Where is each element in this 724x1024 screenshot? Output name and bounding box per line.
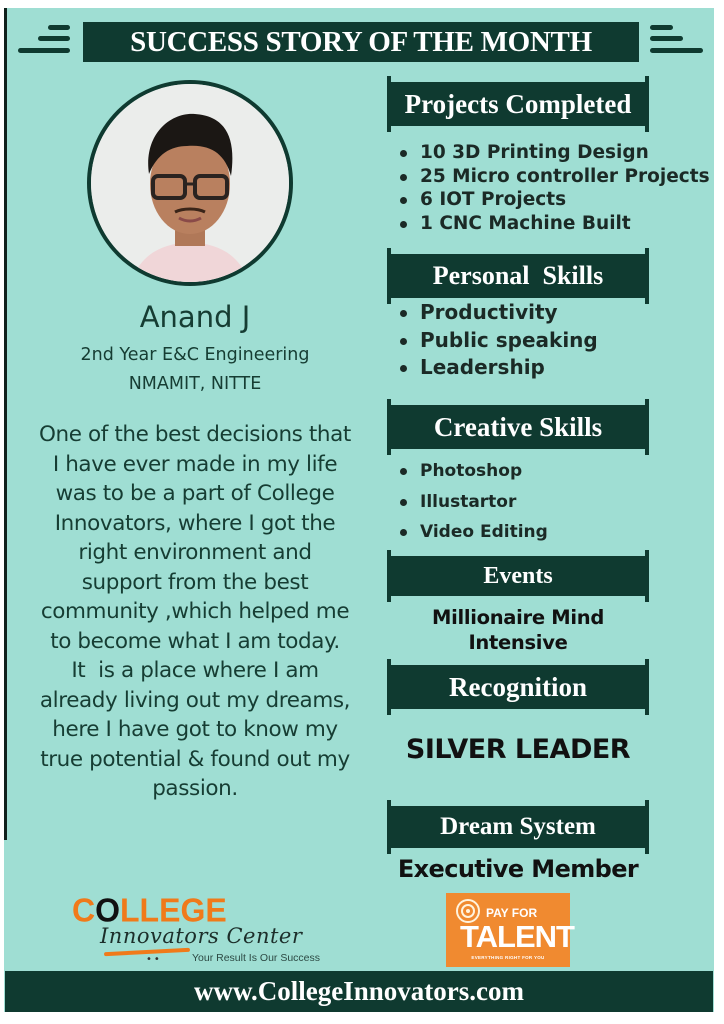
list-item: Video Editing <box>398 517 548 548</box>
list-item: 10 3D Printing Design <box>398 141 710 165</box>
list-item: 25 Micro controller Projects <box>398 165 710 189</box>
testimonial-line: here I have got to know my <box>52 717 338 742</box>
projects-list <box>398 141 710 235</box>
list-item: 6 IOT Projects <box>398 188 710 212</box>
testimonial-line: Innovators, where I got the <box>54 510 336 536</box>
testimonial-line: I have ever made in my life <box>52 451 338 477</box>
testimonial-line: community ,which helped me <box>40 599 350 624</box>
creative-skills-list <box>398 456 548 548</box>
list-item: Illustartor <box>398 487 548 518</box>
college-innovators-logo <box>68 892 338 968</box>
dots-icon: •• <box>146 954 162 965</box>
testimonial-line: to become what I am today. <box>50 628 340 654</box>
testimonial-line: already living out my dreams, <box>39 687 351 713</box>
left-border-line <box>4 8 7 840</box>
profile-name: Anand J <box>139 300 251 334</box>
pay-for-talent-logo <box>446 893 574 967</box>
bullet-icon <box>400 221 407 228</box>
testimonial-line: support from the best <box>81 569 309 595</box>
dream-system-value: Executive Member <box>397 855 639 883</box>
bullet-icon <box>400 150 407 157</box>
list-item: Public speaking <box>398 327 598 355</box>
testimonial-text <box>8 420 382 804</box>
event-name-line: Millionaire Mind <box>431 606 605 629</box>
pft-top-text: PAY FOR <box>486 906 538 920</box>
section-header-personal-skills: Personal Skills <box>388 254 648 298</box>
bullet-icon <box>400 499 407 506</box>
bullet-icon <box>400 338 407 345</box>
testimonial-line: One of the best decisions that <box>39 422 351 447</box>
bullet-icon <box>400 468 407 475</box>
bullet-icon <box>400 529 407 536</box>
bullet-icon <box>400 310 407 317</box>
testimonial-line: true potential & found out my <box>40 746 350 772</box>
section-header-dream-system: Dream System <box>388 806 648 848</box>
bullet-icon <box>400 197 407 204</box>
personal-skills-list <box>398 299 598 382</box>
pft-tagline: EVERYTHING RIGHT FOR YOU <box>471 955 545 960</box>
list-item: Photoshop <box>398 456 548 487</box>
recognition-value: SILVER LEADER <box>405 734 631 765</box>
section-header-creative-skills: Creative Skills <box>388 405 648 449</box>
pft-main-text: TALENT <box>460 919 574 954</box>
footer-website-link[interactable]: www.CollegeInnovators.com <box>5 971 713 1012</box>
profile-photo <box>87 80 293 286</box>
logo-wordmark: COLLEGE <box>72 891 227 929</box>
logo-tagline: Your Result Is Our Success <box>192 952 320 964</box>
events-value <box>388 605 648 655</box>
portrait-illustration <box>91 84 289 282</box>
section-header-projects: Projects Completed <box>388 82 648 126</box>
page-title: SUCCESS STORY OF THE MONTH <box>83 22 639 62</box>
section-header-recognition: Recognition <box>388 665 648 709</box>
section-header-events: Events <box>388 556 648 596</box>
testimonial-line: passion. <box>152 776 238 801</box>
event-name-line: Intensive <box>468 631 568 654</box>
testimonial-line: right environment and <box>78 540 312 565</box>
profile-course: 2nd Year E&C Engineering <box>80 345 310 365</box>
list-item: 1 CNC Machine Built <box>398 212 710 236</box>
list-item: Leadership <box>398 354 598 382</box>
logo-subtitle: Innovators Center <box>100 924 303 948</box>
testimonial-line: was to be a part of College <box>55 481 335 506</box>
bullet-icon <box>400 365 407 372</box>
list-item: Productivity <box>398 299 598 327</box>
profile-college: NMAMIT, NITTE <box>128 374 262 394</box>
testimonial-line: It is a place where I am <box>71 658 319 683</box>
bullet-icon <box>400 174 407 181</box>
